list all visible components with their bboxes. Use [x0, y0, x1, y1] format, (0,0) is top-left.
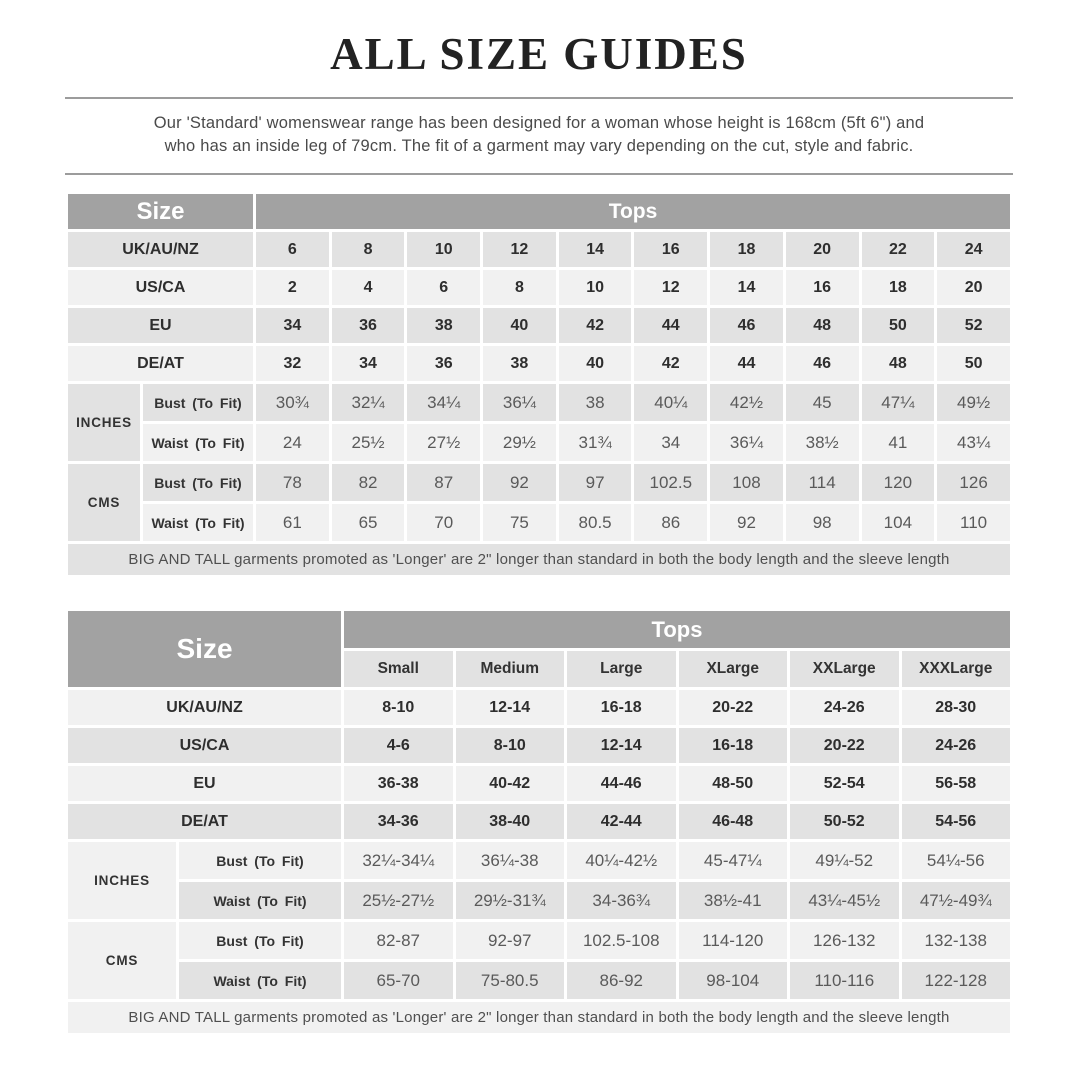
unit-label: CMS — [68, 922, 176, 999]
size-value: 10 — [559, 270, 632, 305]
size-value: 36-38 — [344, 766, 453, 801]
table-header-row — [68, 611, 1010, 648]
measurement-value: 40¼ — [634, 384, 707, 421]
size-value: 48 — [862, 346, 935, 381]
size-value: 14 — [559, 232, 632, 267]
measurement-value: 43¼ — [937, 424, 1010, 461]
size-column-header: Size — [68, 611, 341, 687]
size-value: 48 — [786, 308, 859, 343]
standard-sizes-table-section — [65, 191, 1013, 578]
size-name-header: XXXLarge — [902, 651, 1011, 687]
size-column-header: Size — [68, 194, 253, 229]
measurement-value: 34-36¾ — [567, 882, 676, 919]
measurement-value: 34 — [634, 424, 707, 461]
size-value: 42-44 — [567, 804, 676, 839]
measurement-label: Bust (To Fit) — [179, 922, 341, 959]
alpha-sizes-table-section — [65, 608, 1013, 1036]
size-conversion-row — [68, 804, 1010, 839]
size-value: 22 — [862, 232, 935, 267]
measurement-label: Waist (To Fit) — [179, 962, 341, 999]
size-value: 40 — [559, 346, 632, 381]
measurement-row — [68, 464, 1010, 501]
measurement-value: 104 — [862, 504, 935, 541]
measurement-value: 38½ — [786, 424, 859, 461]
size-value: 44-46 — [567, 766, 676, 801]
measurement-value: 70 — [407, 504, 480, 541]
measurement-value: 86 — [634, 504, 707, 541]
divider-bottom — [65, 173, 1013, 175]
alpha-sizes-table — [65, 608, 1013, 1036]
size-conversion-row — [68, 728, 1010, 763]
measurement-value: 47¼ — [862, 384, 935, 421]
measurement-value: 120 — [862, 464, 935, 501]
measurement-value: 110 — [937, 504, 1010, 541]
size-value: 8 — [332, 232, 405, 267]
size-name-header: Large — [567, 651, 676, 687]
big-and-tall-note: BIG AND TALL garments promoted as 'Longer' are 2" longer than standard in both the body length and the sleeve length — [68, 1002, 1010, 1033]
size-value: 12-14 — [456, 690, 565, 725]
size-value: 40-42 — [456, 766, 565, 801]
size-value: 16-18 — [567, 690, 676, 725]
size-conversion-row — [68, 346, 1010, 381]
size-value: 56-58 — [902, 766, 1011, 801]
measurement-label: Bust (To Fit) — [143, 464, 253, 501]
measurement-value: 27½ — [407, 424, 480, 461]
measurement-value: 80.5 — [559, 504, 632, 541]
measurement-value: 24 — [256, 424, 329, 461]
measurement-value: 110-116 — [790, 962, 899, 999]
size-value: 38 — [483, 346, 556, 381]
measurement-label: Waist (To Fit) — [179, 882, 341, 919]
measurement-value: 92 — [710, 504, 783, 541]
measurement-value: 65 — [332, 504, 405, 541]
size-value: 4-6 — [344, 728, 453, 763]
measurement-value: 75-80.5 — [456, 962, 565, 999]
measurement-value: 92-97 — [456, 922, 565, 959]
size-value: 38-40 — [456, 804, 565, 839]
measurement-value: 32¼ — [332, 384, 405, 421]
size-value: 14 — [710, 270, 783, 305]
size-value: 48-50 — [679, 766, 788, 801]
measurement-value: 65-70 — [344, 962, 453, 999]
measurement-value: 36¼-38 — [456, 842, 565, 879]
size-value: 8 — [483, 270, 556, 305]
measurement-value: 34¼ — [407, 384, 480, 421]
intro-text — [65, 112, 1013, 158]
size-name-header: Medium — [456, 651, 565, 687]
measurement-value: 31¾ — [559, 424, 632, 461]
region-label: UK/AU/NZ — [68, 232, 253, 267]
measurement-value: 75 — [483, 504, 556, 541]
size-value: 6 — [256, 232, 329, 267]
intro-line-1: Our 'Standard' womenswear range has been designed for a woman whose height is 168cm (5ft 6") and — [153, 114, 925, 132]
standard-sizes-table — [65, 191, 1013, 578]
measurement-value: 98-104 — [679, 962, 788, 999]
measurement-value: 122-128 — [902, 962, 1011, 999]
measurement-value: 29½ — [483, 424, 556, 461]
measurement-value: 82-87 — [344, 922, 453, 959]
measurement-value: 45 — [786, 384, 859, 421]
measurement-value: 97 — [559, 464, 632, 501]
measurement-row — [68, 424, 1010, 461]
size-value: 16-18 — [679, 728, 788, 763]
measurement-value: 25½ — [332, 424, 405, 461]
size-value: 24-26 — [790, 690, 899, 725]
size-value: 40 — [483, 308, 556, 343]
measurement-label: Bust (To Fit) — [179, 842, 341, 879]
size-value: 44 — [634, 308, 707, 343]
measurement-row — [68, 922, 1010, 959]
size-value: 54-56 — [902, 804, 1011, 839]
region-label: EU — [68, 766, 341, 801]
size-conversion-row — [68, 766, 1010, 801]
measurement-value: 36¼ — [483, 384, 556, 421]
size-value: 18 — [862, 270, 935, 305]
measurement-value: 29½-31¾ — [456, 882, 565, 919]
size-value: 28-30 — [902, 690, 1011, 725]
measurement-value: 40¼-42½ — [567, 842, 676, 879]
region-label: DE/AT — [68, 346, 253, 381]
size-value: 4 — [332, 270, 405, 305]
measurement-value: 45-47¼ — [679, 842, 788, 879]
unit-label: CMS — [68, 464, 140, 541]
region-label: EU — [68, 308, 253, 343]
measurement-value: 102.5 — [634, 464, 707, 501]
unit-label: INCHES — [68, 842, 176, 919]
divider-top — [65, 97, 1013, 99]
size-value: 34 — [256, 308, 329, 343]
size-value: 12 — [634, 270, 707, 305]
measurement-label: Bust (To Fit) — [143, 384, 253, 421]
measurement-value: 92 — [483, 464, 556, 501]
size-value: 50-52 — [790, 804, 899, 839]
size-value: 38 — [407, 308, 480, 343]
region-label: UK/AU/NZ — [68, 690, 341, 725]
size-value: 24-26 — [902, 728, 1011, 763]
size-conversion-row — [68, 690, 1010, 725]
measurement-value: 49¼-52 — [790, 842, 899, 879]
measurement-value: 43¼-45½ — [790, 882, 899, 919]
size-value: 32 — [256, 346, 329, 381]
measurement-value: 54¼-56 — [902, 842, 1011, 879]
measurement-value: 38 — [559, 384, 632, 421]
size-name-header: Small — [344, 651, 453, 687]
size-value: 46-48 — [679, 804, 788, 839]
tops-column-header: Tops — [344, 611, 1010, 648]
measurement-value: 87 — [407, 464, 480, 501]
table-header-row — [68, 194, 1010, 229]
measurement-value: 38½-41 — [679, 882, 788, 919]
measurement-value: 98 — [786, 504, 859, 541]
size-value: 36 — [407, 346, 480, 381]
measurement-value: 132-138 — [902, 922, 1011, 959]
size-value: 24 — [937, 232, 1010, 267]
measurement-label: Waist (To Fit) — [143, 424, 253, 461]
measurement-value: 114 — [786, 464, 859, 501]
tops-column-header: Tops — [256, 194, 1010, 229]
measurement-value: 30¾ — [256, 384, 329, 421]
size-value: 16 — [634, 232, 707, 267]
size-value: 42 — [634, 346, 707, 381]
intro-line-2: who has an inside leg of 79cm. The fit of a garment may vary depending on the cut, style and fabric. — [164, 137, 914, 155]
measurement-value: 61 — [256, 504, 329, 541]
size-name-header: XXLarge — [790, 651, 899, 687]
big-and-tall-note: BIG AND TALL garments promoted as 'Longer' are 2" longer than standard in both the body length and the sleeve length — [68, 544, 1010, 575]
size-value: 12-14 — [567, 728, 676, 763]
measurement-row — [68, 384, 1010, 421]
size-value: 8-10 — [456, 728, 565, 763]
size-value: 20-22 — [790, 728, 899, 763]
measurement-value: 86-92 — [567, 962, 676, 999]
unit-label: INCHES — [68, 384, 140, 461]
measurement-value: 82 — [332, 464, 405, 501]
size-value: 42 — [559, 308, 632, 343]
size-value: 6 — [407, 270, 480, 305]
measurement-value: 47½-49¾ — [902, 882, 1011, 919]
measurement-value: 108 — [710, 464, 783, 501]
size-value: 8-10 — [344, 690, 453, 725]
size-value: 18 — [710, 232, 783, 267]
size-value: 20 — [786, 232, 859, 267]
size-value: 36 — [332, 308, 405, 343]
measurement-row — [68, 504, 1010, 541]
measurement-value: 114-120 — [679, 922, 788, 959]
size-value: 20 — [937, 270, 1010, 305]
size-value: 34 — [332, 346, 405, 381]
size-conversion-row — [68, 270, 1010, 305]
size-value: 34-36 — [344, 804, 453, 839]
size-value: 52 — [937, 308, 1010, 343]
page-title: ALL SIZE GUIDES — [330, 29, 748, 79]
size-value: 16 — [786, 270, 859, 305]
measurement-value: 41 — [862, 424, 935, 461]
measurement-value: 78 — [256, 464, 329, 501]
size-value: 2 — [256, 270, 329, 305]
size-value: 44 — [710, 346, 783, 381]
measurement-value: 36¼ — [710, 424, 783, 461]
measurement-value: 32¼-34¼ — [344, 842, 453, 879]
size-value: 46 — [786, 346, 859, 381]
size-value: 46 — [710, 308, 783, 343]
table-footer-row — [68, 544, 1010, 575]
region-label: DE/AT — [68, 804, 341, 839]
size-conversion-row — [68, 232, 1010, 267]
size-value: 50 — [862, 308, 935, 343]
size-value: 12 — [483, 232, 556, 267]
size-value: 52-54 — [790, 766, 899, 801]
measurement-value: 126-132 — [790, 922, 899, 959]
measurement-row — [68, 962, 1010, 999]
measurement-label: Waist (To Fit) — [143, 504, 253, 541]
size-value: 20-22 — [679, 690, 788, 725]
measurement-value: 49½ — [937, 384, 1010, 421]
size-value: 10 — [407, 232, 480, 267]
table-footer-row — [68, 1002, 1010, 1033]
measurement-row — [68, 882, 1010, 919]
measurement-row — [68, 842, 1010, 879]
measurement-value: 42½ — [710, 384, 783, 421]
measurement-value: 126 — [937, 464, 1010, 501]
size-name-header: XLarge — [679, 651, 788, 687]
measurement-value: 102.5-108 — [567, 922, 676, 959]
size-conversion-row — [68, 308, 1010, 343]
region-label: US/CA — [68, 270, 253, 305]
measurement-value: 25½-27½ — [344, 882, 453, 919]
region-label: US/CA — [68, 728, 341, 763]
size-value: 50 — [937, 346, 1010, 381]
